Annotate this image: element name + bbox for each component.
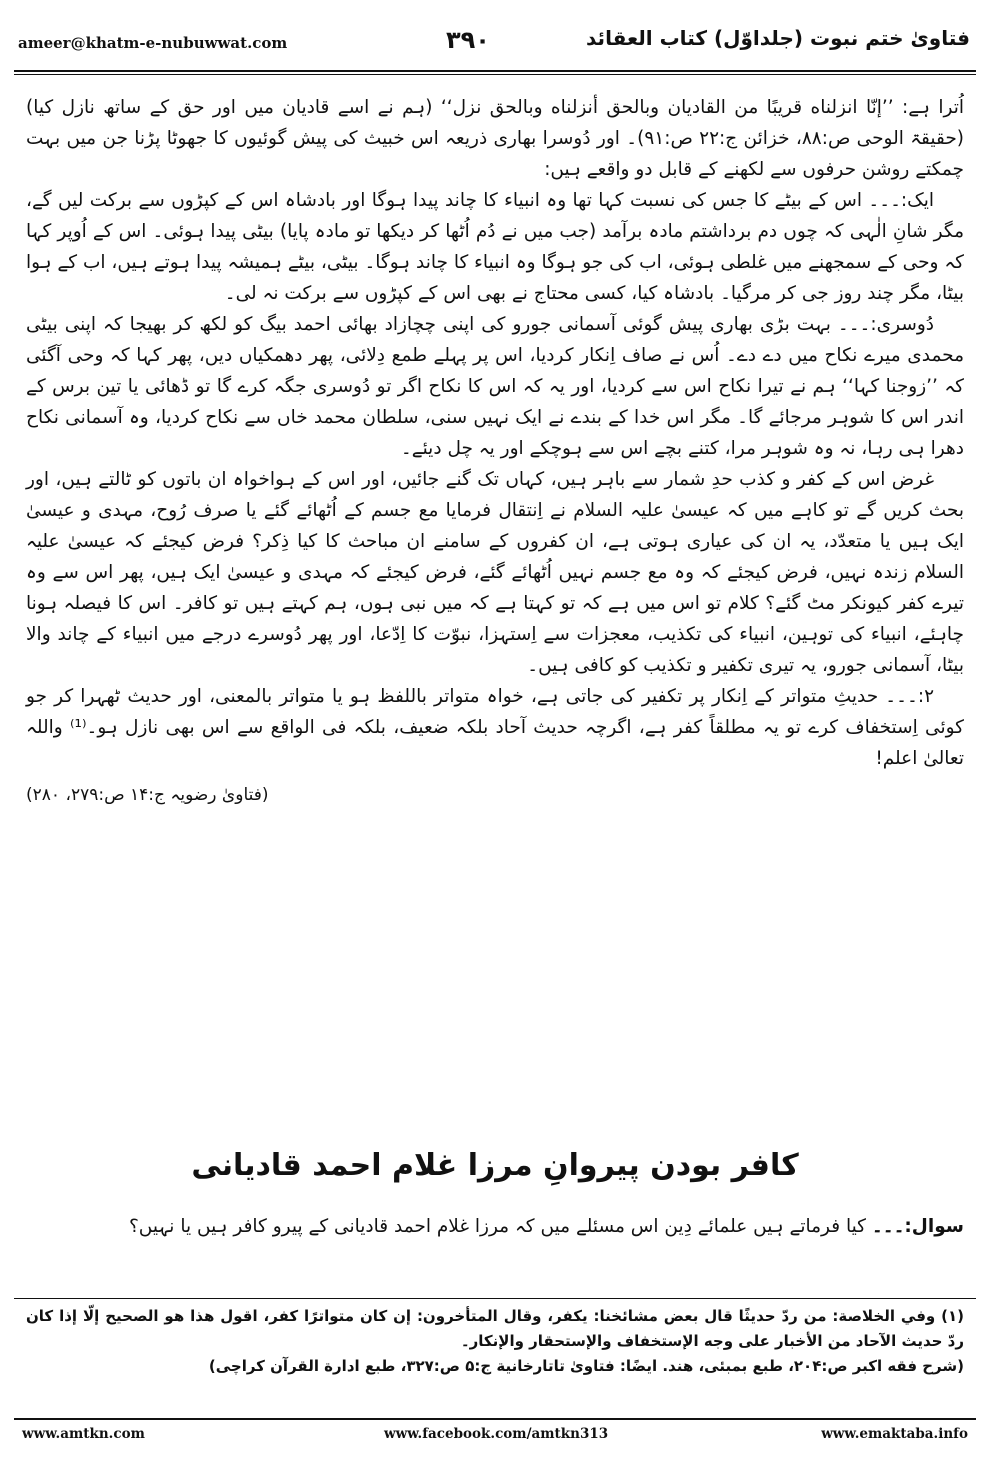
footnote-text: (۱) وفي الخلاصة: من ردّ حديثًا قال بعض مشائخنا: يكفر، وقال المتأخرون: إن كان متواترًا كفر، اقول هذا هو الصحيح إلّا إذا كان ردّ حديث الآحاد من الأخبار على وجه الإستخفاف والإستحقار والإنكار۔ [26,1307,964,1350]
header-email[interactable]: ameer@khatm-e-nubuwwat.com [18,34,288,52]
paragraph: دُوسری:۔۔۔ بہت بڑی بھاری پیش گوئی آسمانی جورو کی اپنی چچازاد بھائی احمد بیگ کو لکھ کر بھیجا کہ اپنی بیٹی محمدی میرے نکاح میں دے دے۔ اُس نے صاف اِنکار کردیا، اس پر پہلے طمع دِلائی، پھر دھمکیاں دیں، پھر کہا کہ وحی آگئی کہ ’’زوجنا کہا‘‘ ہم نے تیرا نکاح اس سے کردیا، اور یہ کہ اس کا نکاح اگر تو دُوسری جگہ کرے گا تو ڈھائی یا تین برس کے اندر اس کا شوہر مرجائے گا۔ مگر اس خدا کے بندے نے ایک نہیں سنی، سلطان محمد خاں سے نکاح کردیا، وہ آسمانی نکاح دھرا ہی رہا، نہ وہ شوہر مرا، کتنے بچے اس سے ہوچکے اور یہ چل دیئے۔ [26,314,964,459]
paragraph: ۲:۔۔۔ حدیثِ متواتر کے اِنکار پر تکفیر کی جاتی ہے، خواہ متواتر باللفظ ہو یا متواتر بالمعنی، اور حدیث ٹھہرا کر جو کوئی اِستخفاف کرے تو یہ مطلقاً کفر ہے، اگرچہ حدیث آحاد بلکہ ضعیف، بلکہ فی الواقع سے اس بھی نازل ہو۔⁽¹⁾ واللہ تعالیٰ اعلم! [26,686,964,769]
footer-rule [14,1418,976,1420]
footnote-source: (شرح فقه اكبر ص:۲۰۴، طبع بمبئی، هند. ایضًا: فتاویٰ تاتارخانیة ج:۵ ص:۳۲۷، طبع ادارة القرآن كراچی) [208,1357,964,1375]
page-header [14,18,976,62]
question [26,1212,964,1242]
main-text [26,92,964,811]
footer-link-amtkn[interactable]: www.amtkn.com [22,1426,145,1442]
page-footer [14,1426,976,1446]
footer-link-facebook[interactable]: www.facebook.com/amtkn313 [384,1426,609,1442]
footnote [26,1304,964,1379]
question-label: سوال:۔۔۔ [871,1216,964,1237]
paragraph: ایک:۔۔۔ اس کے بیٹے کا جس کی نسبت کہا تھا وہ انبیاء کا چاند پیدا ہوگا اور بادشاہ اس کے کپڑوں سے برکت لیں گے، مگر شانِ الٰہی کہ چوں دم برداشتم مادہ برآمد (جب میں نے دُم اُٹھا کر دیکھا تو مادہ پایا) بیٹی پیدا ہوئی۔ اس کے اُوپر کہا کہ وحی کے سمجھنے میں غلطی ہوئی، اب کی جو ہوگا وہ انبیاء کا چاند ہوگا۔ بیٹی، بیٹے ہمیشہ پیدا ہوتے ہیں، اب کے ہوا بیٹا، مگر چند روز جی کر مرگیا۔ بادشاہ کیا، کسی محتاج نے بھی اس کے کپڑوں سے برکت نہ لی۔ [26,190,964,304]
header-rule [14,70,976,72]
question-text: کیا فرماتے ہیں علمائے دِین اس مسئلے میں کہ مرزا غلام احمد قادیانی کے پیرو کافر ہیں یا نہیں؟ [128,1216,866,1237]
page-number: ۳۹۰ [446,26,490,54]
paragraph: غرض اس کے کفر و کذب حدِ شمار سے باہر ہیں، کہاں تک گنے جائیں، اور اس کے ہواخواہ ان باتوں کو ٹالتے ہیں، اور بحث کریں گے تو کاہے میں کہ عیسیٰ علیہ السلام نے اِنتقال فرمایا مع جسم کے اُٹھائے گئے یا صرف رُوح، مہدی و عیسیٰ ایک ہیں یا متعدّد، یہ ان کی عیاری ہوتی ہے، ان کفروں کے سامنے ان مباحث کا کیا ذِکر؟ فرض کیجئے کہ عیسیٰ علیہ السلام زندہ نہیں، فرض کیجئے کہ وہ مع جسم نہیں اُٹھائے گئے، فرض کیجئے کہ مہدی و عیسیٰ ایک ہیں، پھر اس سے وہ تیرے کفر کیونکر مٹ گئے؟ کلام تو اس میں ہے کہ تو کہتا ہے کہ میں نبی ہوں، ہم کہتے ہیں تو کافر۔ اس کا فیصلہ ہونا چاہئے، انبیاء کی توہین، انبیاء کی تکذیب، معجزات سے اِستہزا، نبوّت کا اِدّعا، اور پھر دُوسرے درجے میں انبیاء کے چاند والا بیٹا، آسمانی جورو، یہ تیری تکفیر و تکذیب کو کافی ہیں۔ [26,469,964,676]
citation: (فتاویٰ رضویہ ج:۱۴ ص:۲۷۹، ۲۸۰) [26,785,269,805]
footnote-rule [14,1298,976,1299]
book-title: فتاویٰ ختم نبوت (جلداوّل) کتاب العقائد [586,26,970,50]
footer-link-emaktaba[interactable]: www.emaktaba.info [821,1426,968,1442]
section-title: کافر بودن پیروانِ مرزا غلام احمد قادیانی [191,1148,799,1183]
paragraph: اُترا ہے: ’’إنّا انزلناه قريبًا من القاديان وبالحق أنزلناه وبالحق نزل‘‘ (ہم نے اسے قادیان میں اور حق کے ساتھ نازل کیا) (حقیقۃ الوحی ص:۸۸، خزائن ج:۲۲ ص:۹۱)۔ اور دُوسرا بھاری ذریعہ اس خبیث کی پیش گوئیوں کا جھوٹا پڑنا جن میں بہت چمکتے روشن حرفوں سے لکھنے کے قابل دو واقعے ہیں: [26,97,965,180]
